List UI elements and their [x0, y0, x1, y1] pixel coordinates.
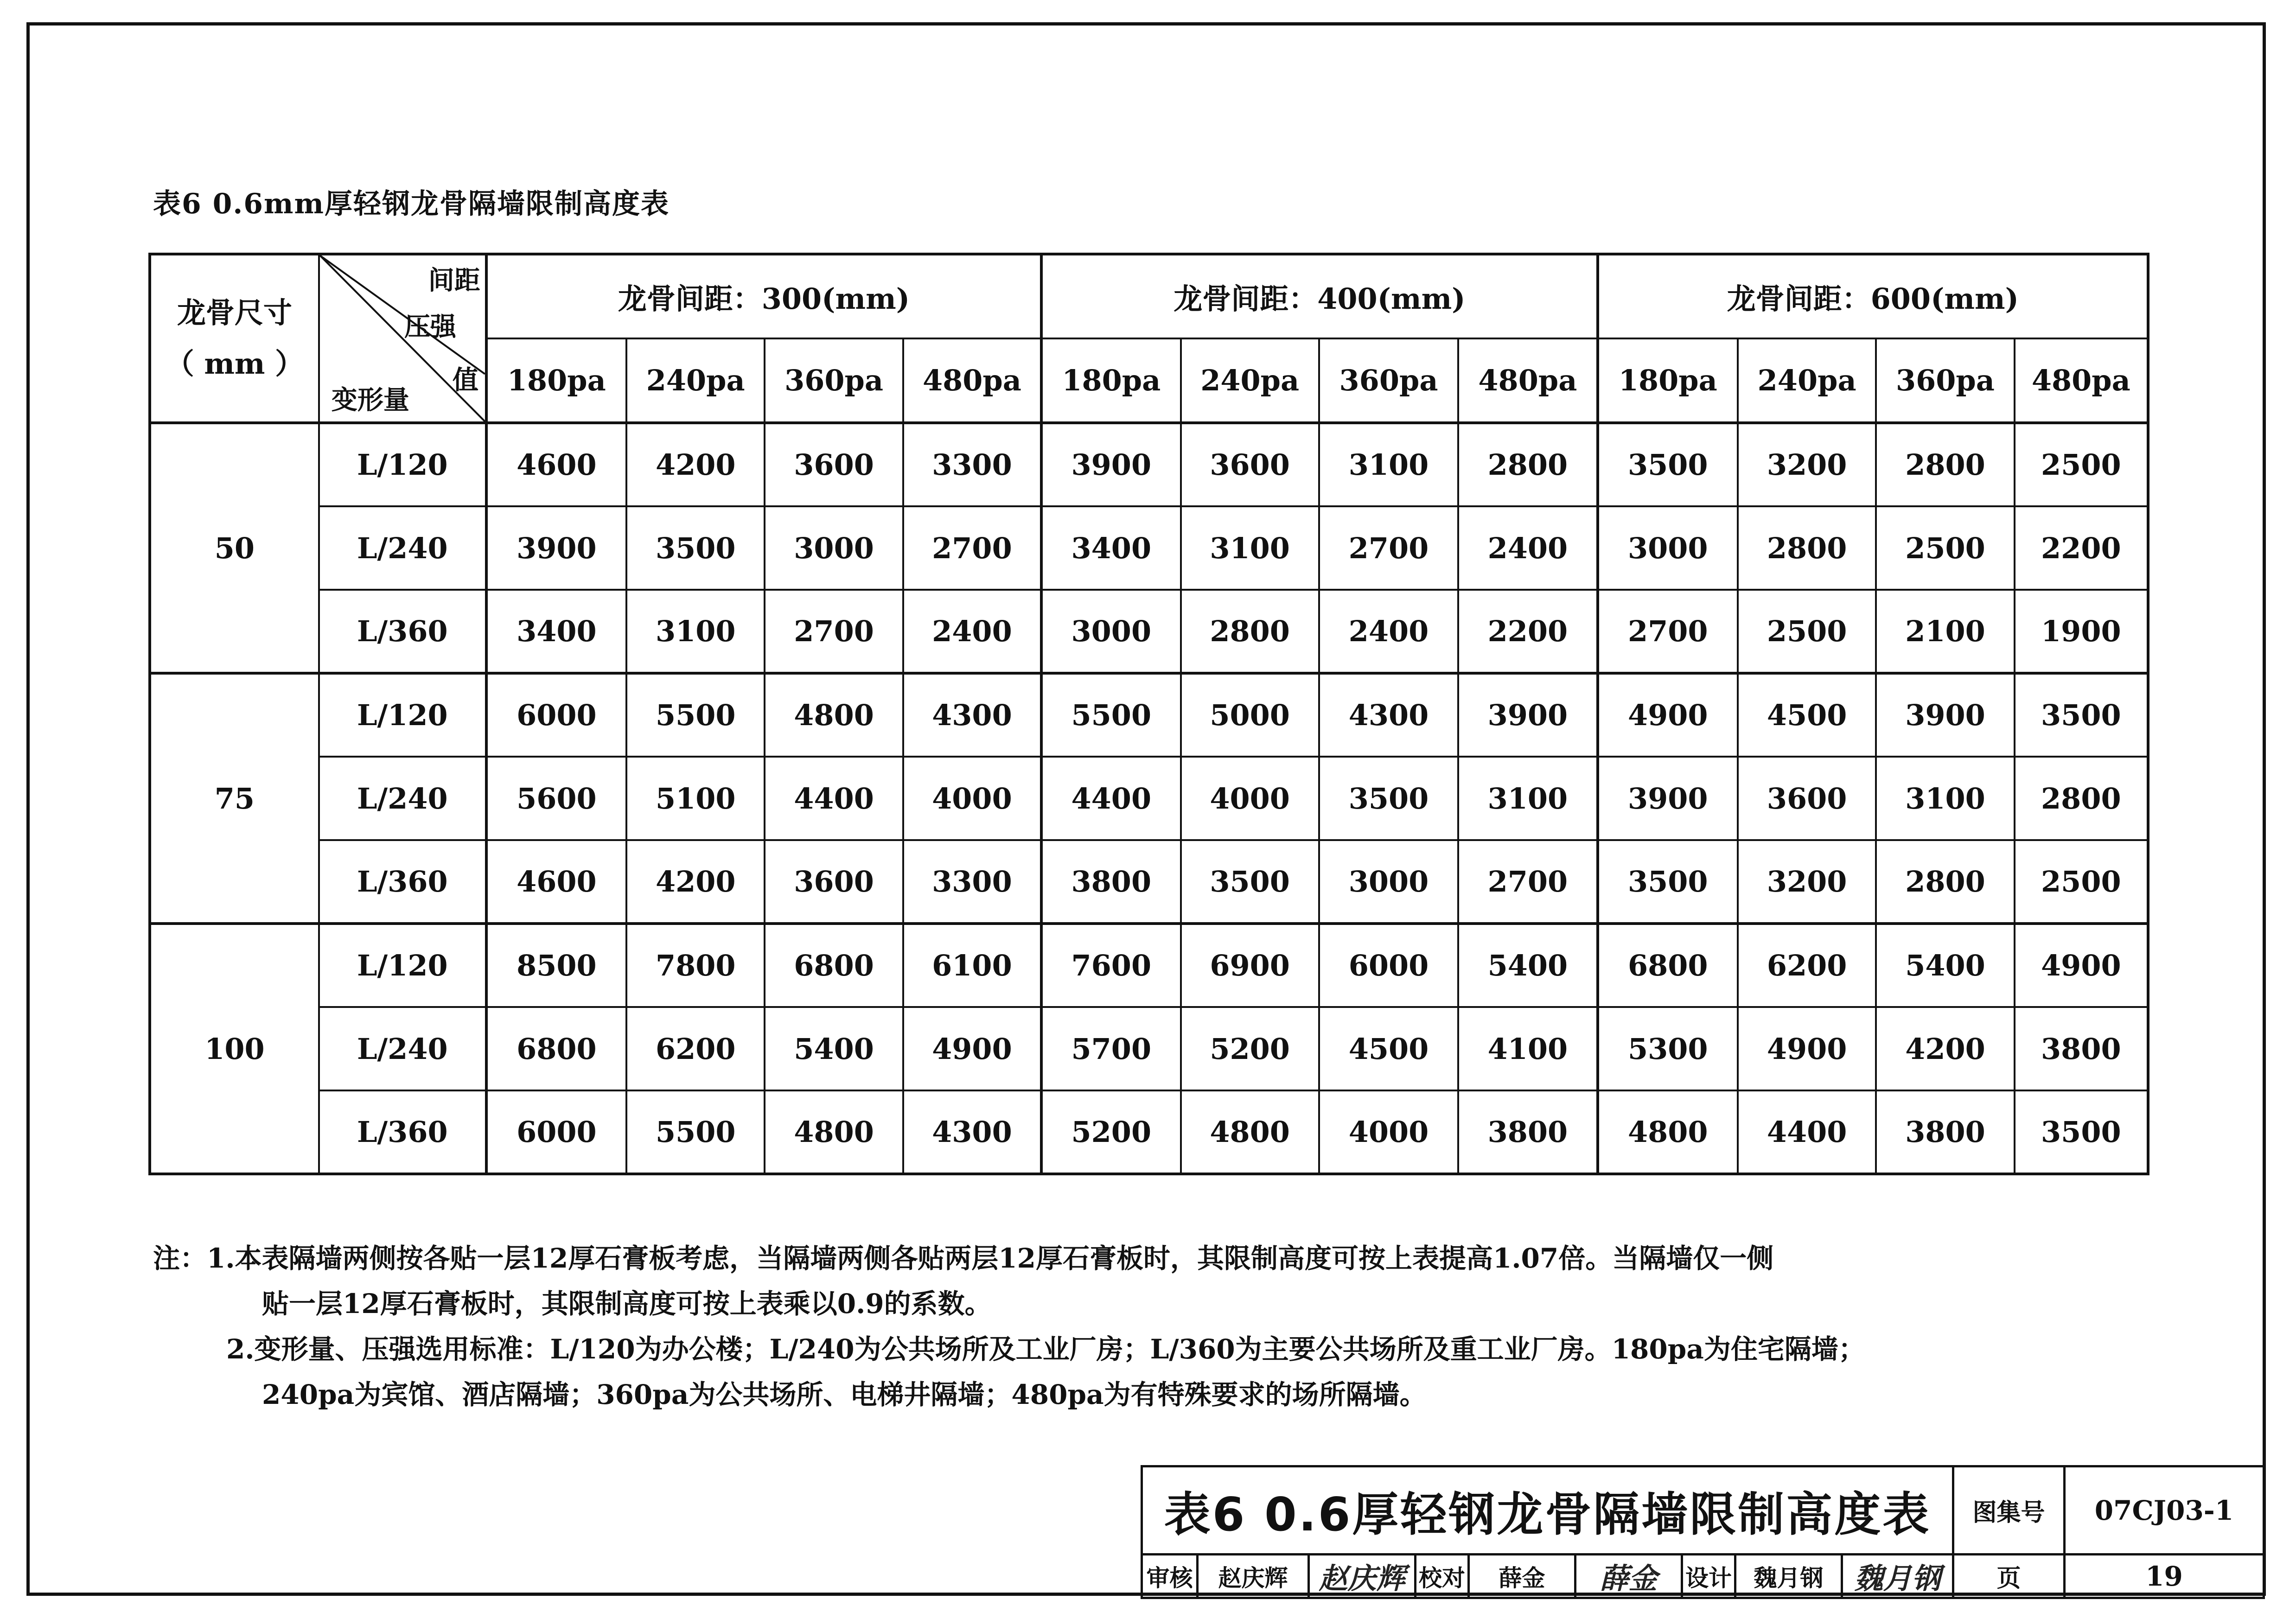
pressure-header: 180pa — [1041, 338, 1180, 423]
checker-name: 薛金 — [1469, 1555, 1575, 1598]
deformation-cell: L/120 — [319, 673, 486, 757]
height-value-cell: 4400 — [765, 757, 903, 840]
check-label: 校对 — [1416, 1555, 1469, 1598]
height-value-cell: 2400 — [1458, 506, 1597, 590]
diag-label-value: 值 — [452, 365, 478, 395]
height-value-cell: 6000 — [1319, 924, 1458, 1007]
height-value-cell: 4800 — [765, 1090, 903, 1174]
group-header-300: 龙骨间距：300(mm) — [486, 254, 1041, 338]
checker-signature: 薛金 — [1575, 1555, 1682, 1598]
height-value-cell: 3100 — [1181, 506, 1319, 590]
height-value-cell: 2800 — [2015, 757, 2148, 840]
height-value-cell: 3900 — [486, 506, 626, 590]
reviewer-name: 赵庆辉 — [1198, 1555, 1309, 1598]
deformation-cell: L/360 — [319, 1090, 486, 1174]
height-value-cell: 2400 — [1319, 590, 1458, 673]
deformation-cell: L/240 — [319, 1007, 486, 1090]
height-value-cell: 4000 — [903, 757, 1041, 840]
group-header-400: 龙骨间距：400(mm) — [1041, 254, 1597, 338]
height-value-cell: 3400 — [1041, 506, 1180, 590]
height-value-cell: 7600 — [1041, 924, 1180, 1007]
height-value-cell: 3100 — [1876, 757, 2014, 840]
height-value-cell: 3600 — [765, 423, 903, 506]
height-value-cell: 3200 — [1738, 840, 1876, 924]
height-value-cell: 4800 — [765, 673, 903, 757]
height-value-cell: 5400 — [1458, 924, 1597, 1007]
pressure-header: 360pa — [765, 338, 903, 423]
height-value-cell: 3500 — [2015, 1090, 2148, 1174]
deformation-cell: L/240 — [319, 757, 486, 840]
atlas-label: 图集号 — [1953, 1466, 2065, 1555]
deformation-cell: L/360 — [319, 590, 486, 673]
size-header — [150, 254, 319, 423]
height-value-cell: 3100 — [1458, 757, 1597, 840]
stud-size-cell: 75 — [150, 673, 319, 924]
height-value-cell: 2800 — [1458, 423, 1597, 506]
group-header-600: 龙骨间距：600(mm) — [1598, 254, 2148, 338]
notes — [153, 1236, 1865, 1417]
height-value-cell: 2100 — [1876, 590, 2014, 673]
height-value-cell: 3800 — [1458, 1090, 1597, 1174]
height-value-cell: 6000 — [486, 673, 626, 757]
height-value-cell: 3800 — [1041, 840, 1180, 924]
designer-name: 魏月钢 — [1735, 1555, 1842, 1598]
height-value-cell: 4400 — [1738, 1090, 1876, 1174]
height-value-cell: 3500 — [2015, 673, 2148, 757]
pressure-header: 480pa — [1458, 338, 1597, 423]
height-value-cell: 6900 — [1181, 924, 1319, 1007]
height-value-cell: 5100 — [626, 757, 765, 840]
deformation-cell: L/360 — [319, 840, 486, 924]
height-value-cell: 2500 — [1876, 506, 2014, 590]
pressure-header: 180pa — [1598, 338, 1738, 423]
height-value-cell: 3600 — [1181, 423, 1319, 506]
height-value-cell: 3900 — [1041, 423, 1180, 506]
table-row — [150, 1007, 2148, 1090]
table-row — [150, 673, 2148, 757]
height-value-cell: 2700 — [1458, 840, 1597, 924]
height-value-cell: 8500 — [486, 924, 626, 1007]
height-value-cell: 3500 — [1319, 757, 1458, 840]
height-value-cell: 2500 — [2015, 423, 2148, 506]
height-value-cell: 4300 — [903, 1090, 1041, 1174]
height-value-cell: 3000 — [1598, 506, 1738, 590]
height-value-cell: 3900 — [1876, 673, 2014, 757]
table-row — [150, 1090, 2148, 1174]
reviewer-signature: 赵庆辉 — [1309, 1555, 1416, 1598]
height-value-cell: 4100 — [1458, 1007, 1597, 1090]
table-caption: 表6 0.6mm厚轻钢龙骨隔墙限制高度表 — [153, 188, 670, 220]
height-value-cell: 5500 — [626, 1090, 765, 1174]
deformation-cell: L/240 — [319, 506, 486, 590]
height-value-cell: 2700 — [1319, 506, 1458, 590]
height-value-cell: 3000 — [1319, 840, 1458, 924]
height-value-cell: 3900 — [1458, 673, 1597, 757]
title-block-title: 表6 0.6厚轻钢龙骨隔墙限制高度表 — [1142, 1466, 1953, 1555]
height-value-cell: 3100 — [626, 590, 765, 673]
height-value-cell: 6000 — [486, 1090, 626, 1174]
height-value-cell: 5200 — [1181, 1007, 1319, 1090]
height-value-cell: 3300 — [903, 423, 1041, 506]
size-header-line1: 龙骨尺寸 — [177, 296, 292, 330]
height-limit-table — [148, 253, 2149, 1175]
height-value-cell: 3800 — [1876, 1090, 2014, 1174]
height-value-cell: 3800 — [2015, 1007, 2148, 1090]
deformation-cell: L/120 — [319, 423, 486, 506]
stud-size-cell: 100 — [150, 924, 319, 1174]
height-value-cell: 3500 — [626, 506, 765, 590]
diag-label-spacing: 间距 — [428, 265, 480, 296]
table-row — [150, 840, 2148, 924]
height-value-cell: 4000 — [1181, 757, 1319, 840]
diag-label-pressure: 压强 — [404, 312, 456, 342]
pressure-header: 180pa — [486, 338, 626, 423]
page-label: 页 — [1953, 1555, 2065, 1598]
height-value-cell: 6800 — [486, 1007, 626, 1090]
stud-size-cell: 50 — [150, 423, 319, 673]
note-line-3: 2.变形量、压强选用标准：L/120为办公楼；L/240为公共场所及工业厂房；L/360为主要公共场所及重工业厂房。180pa为住宅隔墙； — [226, 1333, 1865, 1365]
size-header-line2: （ mm ） — [165, 347, 304, 381]
height-value-cell: 4000 — [1319, 1090, 1458, 1174]
height-value-cell: 1900 — [2015, 590, 2148, 673]
height-value-cell: 2800 — [1876, 423, 2014, 506]
height-value-cell: 4200 — [1876, 1007, 2014, 1090]
height-value-cell: 3000 — [765, 506, 903, 590]
pressure-header: 360pa — [1876, 338, 2014, 423]
height-value-cell: 4500 — [1319, 1007, 1458, 1090]
table-row — [150, 590, 2148, 673]
pressure-header: 240pa — [626, 338, 765, 423]
height-value-cell: 3600 — [765, 840, 903, 924]
table-row — [150, 506, 2148, 590]
pressure-header: 480pa — [903, 338, 1041, 423]
height-value-cell: 4600 — [486, 840, 626, 924]
height-value-cell: 4900 — [903, 1007, 1041, 1090]
height-value-cell: 5700 — [1041, 1007, 1180, 1090]
height-value-cell: 5600 — [486, 757, 626, 840]
height-value-cell: 2700 — [765, 590, 903, 673]
height-value-cell: 3400 — [486, 590, 626, 673]
height-value-cell: 6800 — [1598, 924, 1738, 1007]
height-value-cell: 4200 — [626, 423, 765, 506]
height-value-cell: 3900 — [1598, 757, 1738, 840]
pressure-header: 480pa — [2015, 338, 2148, 423]
height-value-cell: 5500 — [1041, 673, 1180, 757]
height-value-cell: 5000 — [1181, 673, 1319, 757]
note-line-1: 注：1.本表隔墙两侧按各贴一层12厚石膏板考虑，当隔墙两侧各贴两层12厚石膏板时，其限制高度可按上表提高1.07倍。当隔墙仅一侧 — [153, 1243, 1774, 1274]
height-value-cell: 2500 — [2015, 840, 2148, 924]
height-value-cell: 6200 — [626, 1007, 765, 1090]
height-value-cell: 4900 — [1738, 1007, 1876, 1090]
height-value-cell: 4900 — [2015, 924, 2148, 1007]
diagonal-header — [319, 254, 486, 423]
table-row — [150, 423, 2148, 506]
atlas-number: 07CJ03-1 — [2065, 1466, 2264, 1555]
height-value-cell: 2500 — [1738, 590, 1876, 673]
height-value-cell: 4800 — [1598, 1090, 1738, 1174]
height-value-cell: 4200 — [626, 840, 765, 924]
table-row — [150, 757, 2148, 840]
height-value-cell: 3100 — [1319, 423, 1458, 506]
review-label: 审核 — [1142, 1555, 1198, 1598]
height-value-cell: 4800 — [1181, 1090, 1319, 1174]
height-value-cell: 3500 — [1181, 840, 1319, 924]
height-value-cell: 3500 — [1598, 840, 1738, 924]
height-value-cell: 2200 — [1458, 590, 1597, 673]
title-block — [1141, 1465, 2265, 1599]
height-value-cell: 3000 — [1041, 590, 1180, 673]
height-value-cell: 4300 — [903, 673, 1041, 757]
height-value-cell: 5400 — [1876, 924, 2014, 1007]
height-value-cell: 7800 — [626, 924, 765, 1007]
height-value-cell: 5400 — [765, 1007, 903, 1090]
height-value-cell: 4500 — [1738, 673, 1876, 757]
height-value-cell: 6100 — [903, 924, 1041, 1007]
height-value-cell: 4300 — [1319, 673, 1458, 757]
pressure-header: 240pa — [1181, 338, 1319, 423]
height-value-cell: 2700 — [1598, 590, 1738, 673]
height-value-cell: 6200 — [1738, 924, 1876, 1007]
designer-signature: 魏月钢 — [1842, 1555, 1953, 1598]
pressure-header: 360pa — [1319, 338, 1458, 423]
height-value-cell: 4600 — [486, 423, 626, 506]
height-value-cell: 2800 — [1181, 590, 1319, 673]
height-value-cell: 2800 — [1876, 840, 2014, 924]
height-value-cell: 5200 — [1041, 1090, 1180, 1174]
diag-label-deform: 变形量 — [331, 385, 409, 415]
height-value-cell: 2700 — [903, 506, 1041, 590]
height-value-cell: 3200 — [1738, 423, 1876, 506]
deformation-cell: L/120 — [319, 924, 486, 1007]
height-value-cell: 2800 — [1738, 506, 1876, 590]
table-row — [150, 924, 2148, 1007]
note-line-2: 贴一层12厚石膏板时，其限制高度可按上表乘以0.9的系数。 — [262, 1288, 992, 1319]
height-value-cell: 2200 — [2015, 506, 2148, 590]
note-line-4: 240pa为宾馆、酒店隔墙；360pa为公共场所、电梯井隔墙；480pa为有特殊要求的场所隔墙。 — [262, 1379, 1427, 1410]
pressure-header: 240pa — [1738, 338, 1876, 423]
height-value-cell: 4400 — [1041, 757, 1180, 840]
height-value-cell: 2400 — [903, 590, 1041, 673]
height-value-cell: 3600 — [1738, 757, 1876, 840]
height-value-cell: 4900 — [1598, 673, 1738, 757]
design-label: 设计 — [1682, 1555, 1735, 1598]
height-value-cell: 3500 — [1598, 423, 1738, 506]
page-number: 19 — [2065, 1555, 2264, 1598]
height-value-cell: 6800 — [765, 924, 903, 1007]
height-value-cell: 3300 — [903, 840, 1041, 924]
height-value-cell: 5500 — [626, 673, 765, 757]
height-value-cell: 5300 — [1598, 1007, 1738, 1090]
